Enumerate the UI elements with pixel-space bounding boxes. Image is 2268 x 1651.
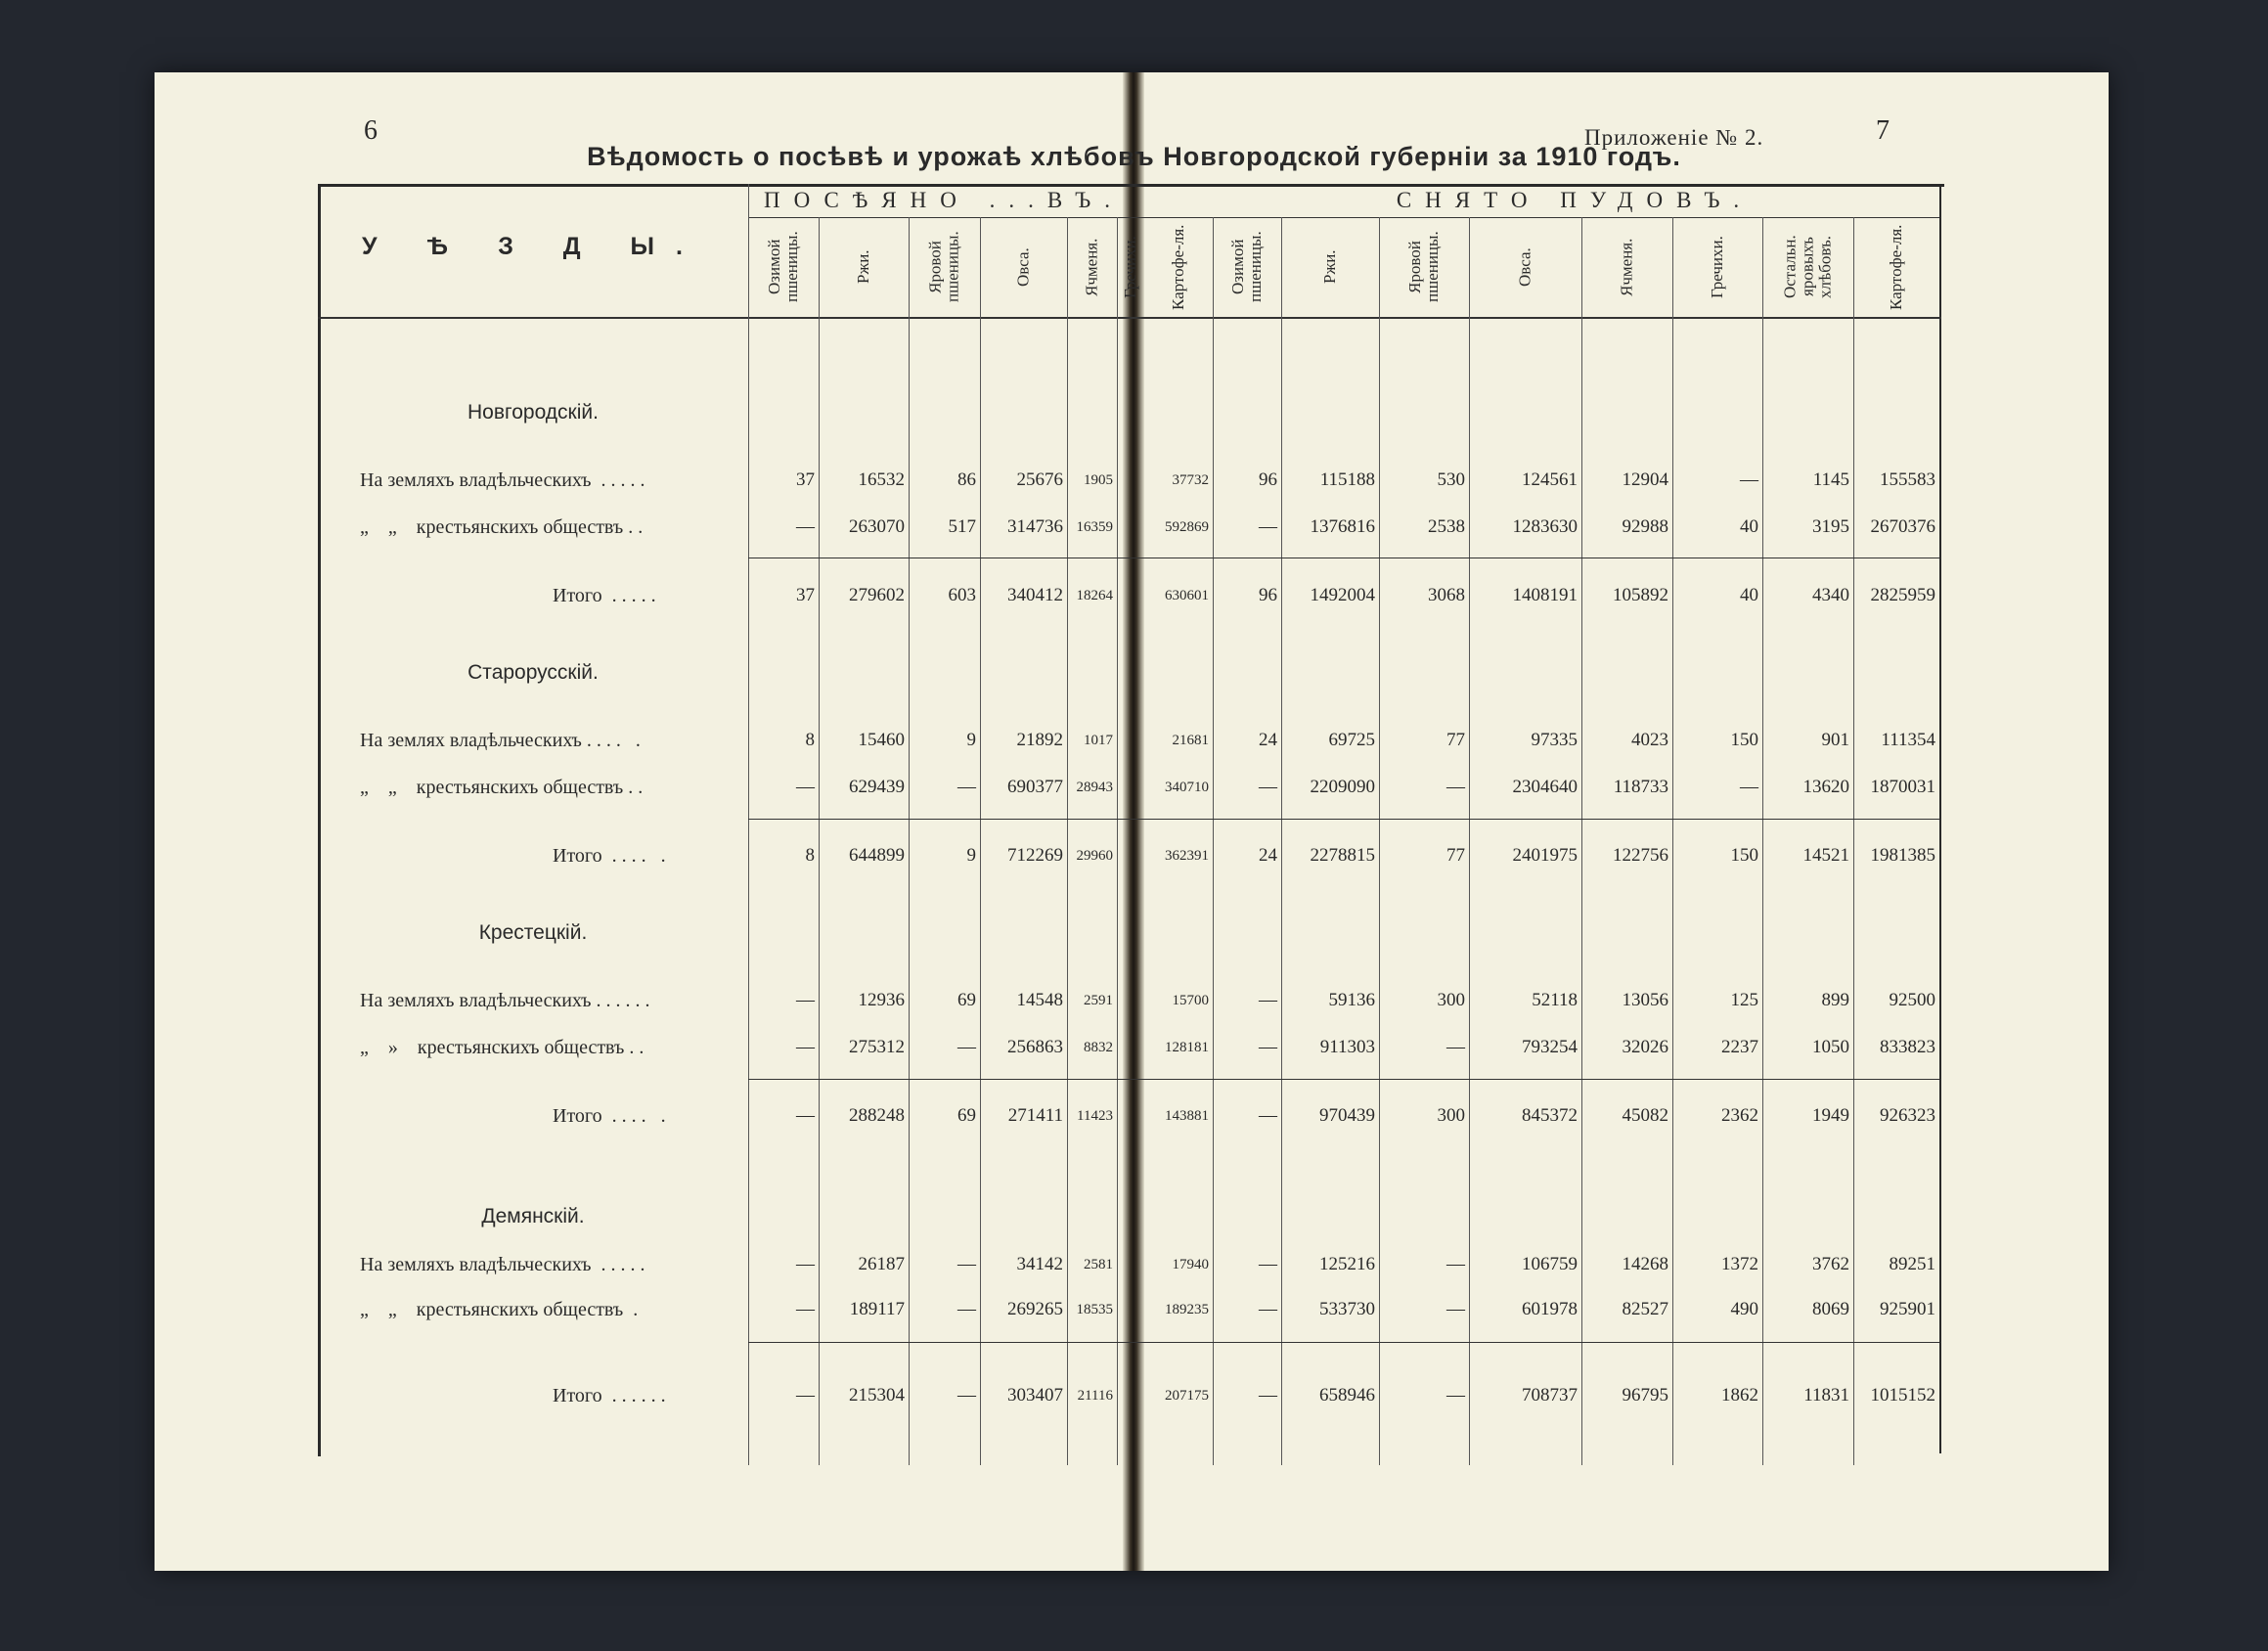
table-cell: 901 (1821, 730, 1849, 750)
table-cell: 1050 (1812, 1037, 1849, 1057)
table-cell: — (796, 1385, 815, 1406)
table-cell: 300 (1437, 990, 1465, 1010)
table-cell: 24 (1259, 845, 1277, 866)
column-divider (1213, 217, 1214, 1465)
table-cell: 37732 (1172, 472, 1209, 488)
column-header: Картофе-ля. (1887, 224, 1905, 310)
table-cell: 1376816 (1310, 516, 1375, 537)
table-cell: 29960 (1076, 848, 1113, 864)
table-cell: 2209090 (1310, 777, 1375, 797)
table-cell: 288248 (849, 1105, 905, 1126)
table-cell: 32026 (1622, 1037, 1668, 1057)
table-cell: 1015152 (1870, 1385, 1935, 1406)
column-divider (1067, 217, 1068, 1465)
total-row-rule (748, 819, 1939, 820)
row-label: „ „ крестьянскихъ обществъ . (360, 1299, 639, 1320)
table-cell: 11423 (1077, 1108, 1113, 1124)
table-cell: 92500 (1889, 990, 1935, 1010)
table-cell: — (957, 1254, 976, 1274)
group-sown-header: ПОСѢЯНО ...ВЪ. (764, 188, 1124, 212)
document-title: Вѣдомость о посѣвѣ и урожаѣ хлѣбовъ Новгородской губерніи за 1910 годъ. (587, 142, 1681, 171)
district-name: Демянскій. (481, 1205, 585, 1227)
table-cell: 155583 (1880, 469, 1935, 490)
table-cell: 490 (1730, 1299, 1758, 1319)
column-header: Ржи. (1320, 249, 1339, 285)
table-cell: 3068 (1428, 585, 1465, 605)
table-cell: 1905 (1084, 472, 1113, 488)
table-cell: 3762 (1812, 1254, 1849, 1274)
column-header: Картофе-ля. (1169, 224, 1187, 310)
table-cell: 1862 (1721, 1385, 1758, 1406)
column-divider (1762, 217, 1763, 1465)
table-cell: 2401975 (1512, 845, 1578, 866)
table-cell: 105892 (1613, 585, 1668, 605)
table-cell: 82527 (1622, 1299, 1668, 1319)
table-cell: 708737 (1522, 1385, 1578, 1406)
appendix-label: Приложеніе № 2. (1584, 125, 1764, 150)
table-cell: 18264 (1076, 588, 1113, 603)
table-cell: 37 (796, 469, 815, 490)
table-cell: 275312 (849, 1037, 905, 1057)
table-cell: 2362 (1721, 1105, 1758, 1126)
table-cell: — (1259, 516, 1277, 537)
column-divider (1581, 217, 1582, 1465)
table-cell: 89251 (1889, 1254, 1935, 1274)
table-cell: 21681 (1172, 733, 1209, 748)
table-cell: 16532 (858, 469, 905, 490)
row-label: На земляхъ владѣльческихъ . . . . . . (360, 990, 650, 1011)
district-name: Старорусскій. (467, 661, 599, 684)
table-cell: 125 (1730, 990, 1758, 1010)
table-cell: 69725 (1328, 730, 1375, 750)
table-cell: 970439 (1319, 1105, 1375, 1126)
table-cell: 926323 (1880, 1105, 1935, 1126)
table-cell: 96 (1259, 469, 1277, 490)
table-cell: — (1446, 1385, 1465, 1406)
table-cell: 2304640 (1512, 777, 1578, 797)
table-cell: 77 (1446, 845, 1465, 866)
total-row-label: Итого . . . . . (553, 585, 656, 606)
column-header: Ячменя. (1082, 238, 1101, 296)
district-name: Крестецкій. (478, 921, 588, 944)
table-cell: 1492004 (1310, 585, 1375, 605)
table-cell: 16359 (1076, 519, 1113, 535)
column-divider (1117, 217, 1118, 1465)
column-header: Яровой пшеницы. (1405, 231, 1442, 303)
column-header: Гречихи. (1708, 236, 1726, 298)
table-cell: 2278815 (1310, 845, 1375, 866)
table-cell: 533730 (1319, 1299, 1375, 1319)
column-header: Яровой пшеницы. (925, 231, 962, 303)
table-cell: 530 (1437, 469, 1465, 490)
table-cell: 793254 (1522, 1037, 1578, 1057)
table-cell: — (796, 777, 815, 797)
table-cell: 12904 (1622, 469, 1668, 490)
group-harvested-header: СНЯТО ПУДОВЪ. (1396, 188, 1754, 212)
table-cell: 115188 (1319, 469, 1375, 490)
table-cell: 18535 (1076, 1302, 1113, 1317)
table-cell: — (796, 1299, 815, 1319)
table-cell: 658946 (1319, 1385, 1375, 1406)
table-cell: 11831 (1803, 1385, 1849, 1406)
row-label: „ „ крестьянскихъ обществъ . . (360, 516, 644, 538)
table-cell: 8 (805, 730, 815, 750)
table-cell: 592869 (1165, 519, 1209, 535)
table-cell: 630601 (1165, 588, 1209, 603)
table-cell: 340710 (1165, 780, 1209, 795)
table-cell: 40 (1740, 585, 1758, 605)
table-cell: 97335 (1531, 730, 1578, 750)
table-cell: 125216 (1319, 1254, 1375, 1274)
table-cell: — (1259, 990, 1277, 1010)
table-cell: 96795 (1622, 1385, 1668, 1406)
table-cell: — (957, 1299, 976, 1319)
table-cell: 52118 (1532, 990, 1578, 1010)
column-divider (1672, 217, 1673, 1465)
table-cell: 189117 (849, 1299, 905, 1319)
table-cell: 59136 (1328, 990, 1375, 1010)
table-cell: 86 (957, 469, 976, 490)
table-cell: 69 (957, 1105, 976, 1126)
table-cell: 269265 (1007, 1299, 1063, 1319)
table-cell: 644899 (849, 845, 905, 866)
column-header: Озимой пшеницы. (1228, 231, 1265, 303)
table-cell: 1145 (1812, 469, 1849, 490)
column-header: Ржи. (854, 249, 872, 285)
column-divider (1469, 217, 1470, 1465)
table-cell: 314736 (1007, 516, 1063, 537)
table-cell: — (1740, 777, 1758, 797)
table-cell: 45082 (1622, 1105, 1668, 1126)
table-cell: — (1446, 777, 1465, 797)
table-cell: 911303 (1319, 1037, 1375, 1057)
table-cell: 124561 (1522, 469, 1578, 490)
page-number-left: 6 (364, 115, 378, 146)
group-header-rule (748, 217, 1939, 218)
total-row-label: Итого . . . . . . (553, 1385, 666, 1406)
table-cell: 2581 (1084, 1257, 1113, 1272)
table-cell: 21892 (1016, 730, 1063, 750)
table-cell: 150 (1730, 845, 1758, 866)
table-cell: 3195 (1812, 516, 1849, 537)
table-cell: 14268 (1622, 1254, 1668, 1274)
table-cell: — (1446, 1299, 1465, 1319)
table-cell: 340412 (1007, 585, 1063, 605)
table-cell: 1283630 (1512, 516, 1578, 537)
table-cell: 17940 (1172, 1257, 1209, 1272)
column-divider (980, 217, 981, 1465)
table-cell: 26187 (858, 1254, 905, 1274)
table-cell: 207175 (1165, 1388, 1209, 1404)
table-cell: 2591 (1084, 993, 1113, 1008)
table-cell: 601978 (1522, 1299, 1578, 1319)
table-cell: — (1259, 777, 1277, 797)
table-cell: 845372 (1522, 1105, 1578, 1126)
table-cell: — (1259, 1037, 1277, 1057)
table-cell: — (1446, 1037, 1465, 1057)
table-cell: 96 (1259, 585, 1277, 605)
row-label: На земляхъ владѣльческихъ . . . . . (360, 1254, 645, 1275)
table-cell: 925901 (1880, 1299, 1935, 1319)
column-header: Остальн. яровыхъ хлѣбовъ. (1780, 235, 1835, 299)
table-cell: 77 (1446, 730, 1465, 750)
column-header: Ячменя. (1617, 238, 1636, 296)
header-bottom-rule (318, 317, 1941, 319)
column-header: Озимой пшеницы. (765, 231, 801, 303)
table-cell: 1949 (1812, 1105, 1849, 1126)
table-cell: — (1259, 1105, 1277, 1126)
column-divider (1379, 217, 1380, 1465)
table-cell: 271411 (1007, 1105, 1063, 1126)
table-cell: 106759 (1522, 1254, 1578, 1274)
table-cell: — (796, 1037, 815, 1057)
table-cell: 143881 (1165, 1108, 1209, 1124)
table-cell: 37 (796, 585, 815, 605)
table-cell: — (1446, 1254, 1465, 1274)
table-cell: 15460 (858, 730, 905, 750)
table-cell: — (1259, 1385, 1277, 1406)
table-cell: 15700 (1172, 993, 1209, 1008)
table-cell: 833823 (1880, 1037, 1935, 1057)
table-cell: 1870031 (1870, 777, 1935, 797)
row-label: „ » крестьянскихъ обществъ . . (360, 1037, 645, 1058)
table-cell: 1981385 (1870, 845, 1935, 866)
table-cell: 118733 (1613, 777, 1668, 797)
column-header: Овса. (1515, 247, 1534, 287)
table-cell: 1372 (1721, 1254, 1758, 1274)
table-cell: — (796, 990, 815, 1010)
column-divider (1853, 217, 1854, 1465)
table-cell: 8069 (1812, 1299, 1849, 1319)
table-cell: 690377 (1007, 777, 1063, 797)
table-cell: — (796, 516, 815, 537)
table-cell: 122756 (1613, 845, 1668, 866)
table-cell: 8832 (1084, 1040, 1113, 1055)
table-cell: 34142 (1016, 1254, 1063, 1274)
table-cell: 14548 (1016, 990, 1063, 1010)
table-cell: 21116 (1077, 1388, 1113, 1404)
table-cell: 4023 (1631, 730, 1668, 750)
table-cell: — (796, 1105, 815, 1126)
table-cell: 215304 (849, 1385, 905, 1406)
table-cell: — (957, 1385, 976, 1406)
table-cell: 712269 (1007, 845, 1063, 866)
table-cell: 300 (1437, 1105, 1465, 1126)
table-cell: 2825959 (1870, 585, 1935, 605)
table-cell: — (1259, 1299, 1277, 1319)
table-cell: 603 (948, 585, 976, 605)
table-right-border (1939, 184, 1941, 1453)
column-header: Овса. (1013, 247, 1033, 287)
table-cell: — (957, 777, 976, 797)
table-cell: 69 (957, 990, 976, 1010)
table-cell: — (1740, 469, 1758, 490)
table-cell: 13620 (1802, 777, 1849, 797)
table-cell: 8 (805, 845, 815, 866)
table-cell: 24 (1259, 730, 1277, 750)
table-cell: 128181 (1165, 1040, 1209, 1055)
table-cell: 629439 (849, 777, 905, 797)
table-cell: 12936 (858, 990, 905, 1010)
total-row-rule (748, 1342, 1939, 1343)
table-cell: 1408191 (1512, 585, 1578, 605)
total-row-label: Итого . . . . . (553, 1105, 666, 1127)
page-number-right: 7 (1876, 115, 1890, 146)
table-cell: 111354 (1881, 730, 1935, 750)
table-cell: 189235 (1165, 1302, 1209, 1317)
total-row-label: Итого . . . . . (553, 845, 666, 867)
total-row-rule (748, 1079, 1939, 1080)
table-cell: 40 (1740, 516, 1758, 537)
table-cell: 2538 (1428, 516, 1465, 537)
table-cell: 256863 (1007, 1037, 1063, 1057)
table-cell: — (1259, 1254, 1277, 1274)
table-cell: 1017 (1084, 733, 1113, 748)
column-divider (1281, 217, 1282, 1465)
column-divider (819, 217, 820, 1465)
row-label: На землях владѣльческихъ . . . . . (360, 730, 641, 751)
column-header: Гречихи. (1121, 236, 1139, 298)
table-cell: — (957, 1037, 976, 1057)
table-cell: 2237 (1721, 1037, 1758, 1057)
table-cell: 279602 (849, 585, 905, 605)
district-name: Новгородскій. (467, 401, 599, 424)
table-cell: 28943 (1076, 780, 1113, 795)
table-cell: 2670376 (1870, 516, 1935, 537)
table-cell: 4340 (1812, 585, 1849, 605)
table-cell: 9 (966, 730, 976, 750)
row-label: „ „ крестьянскихъ обществъ . . (360, 777, 644, 798)
table-cell: 303407 (1007, 1385, 1063, 1406)
uezdy-header: У Ѣ З Д Ы. (362, 233, 704, 260)
table-cell: 92988 (1622, 516, 1668, 537)
table-cell: 517 (948, 516, 976, 537)
table-cell: — (796, 1254, 815, 1274)
table-cell: 899 (1821, 990, 1849, 1010)
table-cell: 25676 (1016, 469, 1063, 490)
table-cell: 362391 (1165, 848, 1209, 864)
column-divider (909, 217, 910, 1465)
table-cell: 14521 (1802, 845, 1849, 866)
table-cell: 150 (1730, 730, 1758, 750)
table-cell: 13056 (1622, 990, 1668, 1010)
table-cell: 263070 (849, 516, 905, 537)
row-label: На земляхъ владѣльческихъ . . . . . (360, 469, 645, 491)
table-cell: 9 (966, 845, 976, 866)
